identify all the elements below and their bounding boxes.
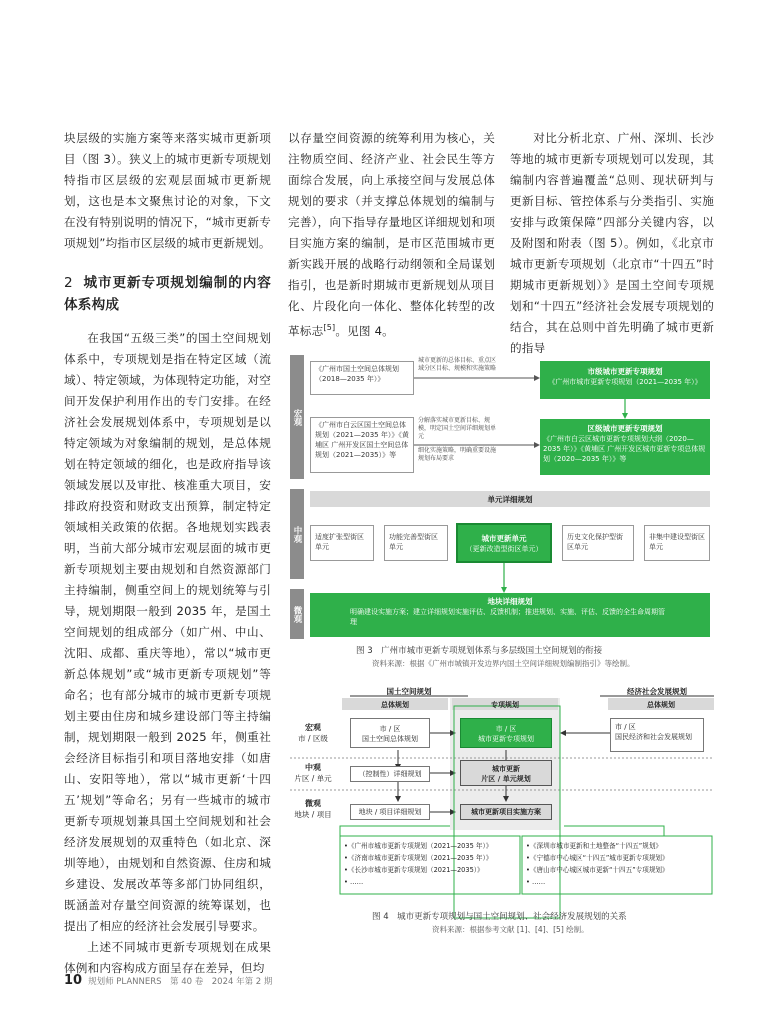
list-item: • …… xyxy=(344,878,364,886)
paragraph: 上述不同城市更新专项规划在成果体例和内容构成方面呈存在差异，但均 xyxy=(64,940,271,975)
row-label-micro: 微观 地块 / 项目 xyxy=(294,799,332,819)
paragraph: 在我国“五级三类”的国土空间规划体系中，专项规划是指在特定区域（流域）、特定领域，为体现特定功能，对空间开发保护利用作出的专门安排。在经济社会发展规划体系中，专项规划是以特定领域为对象编制的规划，是总体规划在特定领域的细化，也是政府指导该领域发展以及审批、核准重大项目，安排政府投资和财政支出预算，制定特定领域相关政策的依据。各地规划实践表明，当前大部分城市宏观层面的城市更新专项规划主要由规划和自然资源部门主持编制，侧重空间上的规划统筹与引导，规划期限一般到 2035 年，是国土空间规划的组成部分（如广州、中山、沈阳、成都、重庆等地），常以“城市更新总体规划”或“城市更新专项规划”等命名；也有部分城市的城市更新专项规划主要由住房和城乡建设部门等主持编制，规划期限一般到 2025 年，侧重社会经济目标指引和项目落地安排（如唐山、安阳等地），常以“城市更新‘十四五’规划”等命名；另有一些城市的城市更新专项规划兼具国土空间规划和社会经济发展规划的双重特色（如北京、深圳等地），由规划和自然资源、住房和城乡建设、发展改革等多部门协同组织，既涵盖对存量空间资源的统筹谋划，也提出了相应的经济社会发展引导要求。 xyxy=(64,331,271,933)
figure-4 xyxy=(290,686,714,930)
special-micro-box: 城市更新项目实施方案 xyxy=(460,804,552,820)
econ-macro-box: 市 / 区 国民经济和社会发展规划 xyxy=(610,718,704,752)
list-item: •《深圳市城市更新和土地整备“十四五”规划》 xyxy=(526,842,663,850)
note-text: 城市更新的总体目标、重点区域分区目标、规模和实施策略 xyxy=(418,357,497,372)
header-land-space: 国土空间规划 xyxy=(386,687,432,696)
figure-3 xyxy=(290,355,714,640)
example-list-left xyxy=(344,840,520,888)
journal-info: 规划师 PLANNERS 第 40 卷 2024 年第 2 期 xyxy=(88,977,273,987)
special-meso-box: 城市更新 片区 / 单元规划 xyxy=(460,760,552,786)
note-text: 细化实施策略，明确重要设施规划布局要求 xyxy=(418,447,497,462)
figure-4-source: 资料来源：根据参考文献 [1]、[4]、[5] 绘制。 xyxy=(432,925,589,934)
level-label-macro: 宏观 xyxy=(290,355,304,479)
land-micro-box: 地块 / 项目详细规划 xyxy=(350,804,430,820)
paragraph: 对比分析北京、广州、深圳、长沙等地的城市更新专项规划可以发现，其编制内容普遍覆盖“总则、现状研判与更新目标、管控体系与分类指引、实施安排与政策保障”四部分关键内容，以及附图和附表（图 5）。例如，《北京市城市更新专项规划（北京市“十四五”时期城市更新规划）》是国土空间专项规划和“十四五”经济社会发展专项规划的结合，其在总则中首先明确了城市更新的指导 xyxy=(510,131,714,355)
list-item: •《宁德市中心城区“十四五”城市更新专项规划》 xyxy=(526,854,669,862)
level-label-meso: 中观 xyxy=(290,489,304,579)
row-label-macro: 宏观 市 / 区级 xyxy=(298,723,328,743)
citation: [5] xyxy=(323,323,336,332)
figure-4-caption: 图 4 城市更新专项规划与国土空间规划、社会经济发展规划的关系 xyxy=(372,912,627,922)
note-text: 分解落实城市更新目标、规模，明定国土空间详细规划单元 xyxy=(418,417,497,440)
unit-box: 历史文化保护型街区单元 xyxy=(562,525,634,561)
list-item: •《长沙市城市更新专项规划（2021—2035）》 xyxy=(344,866,484,874)
text-column-2 xyxy=(288,128,495,342)
unit-box: 适度扩张型街区单元 xyxy=(310,525,374,561)
unit-box: 非集中建设型街区单元 xyxy=(644,525,710,561)
district-level-renewal-plan: 区级城市更新专项规划 《广州市白云区城市更新专项规划大纲（2020—2035 年）》《黄埔区 广州开发区城市更新专项总体规划（2020—2035 年）》等 xyxy=(540,419,710,475)
gz-master-plan-box: 《广州市国土空间总体规划（2018—2035 年）》 xyxy=(310,361,414,395)
plot-detailed-plan: 地块详细规划 明确建设实施方案；建立详细规划实施评估、反馈机制；推进规划、实施、评估、反馈的全生命周期管理 xyxy=(310,593,710,637)
text-column-1 xyxy=(64,128,271,979)
list-item: •《广州市城市更新专项规划（2021—2035 年）》 xyxy=(344,842,493,850)
city-level-renewal-plan: 市级城市更新专项规划 《广州市城市更新专项规划（2021—2035 年）》 xyxy=(540,361,710,399)
figure-3-source: 资料来源：根据《广州市城镇开发边界内国土空间详细规划编制指引》等绘制。 xyxy=(372,659,635,668)
renewal-unit-box: 城市更新单元 （更新改造型街区单元） xyxy=(456,523,552,563)
header-master-plan: 总体规划 xyxy=(381,701,409,709)
list-item: •《唐山市中心城区城市更新“十四五”专项规划》 xyxy=(526,866,669,874)
list-item: •《济南市城市更新专项规划（2021—2035 年）》 xyxy=(344,854,493,862)
down-arrow xyxy=(620,399,630,419)
level-label-micro: 微观 xyxy=(290,589,304,639)
row-label-meso: 中观 片区 / 单元 xyxy=(294,763,332,783)
section-title: 城市更新专项规划编制的内容体系构成 xyxy=(64,275,271,313)
paragraph: 块层级的实施方案等来落实城市更新项目（图 3）。狭义上的城市更新专项规划特指市区层级的宏观层面城市更新规划，这也是本文聚焦讨论的对象，下文在没有特别说明的情况下，“城市更新专项规划”均指市区层级的城市更新规划。 xyxy=(64,131,271,250)
header-econ-dev: 经济社会发展规划 xyxy=(627,687,687,696)
header-master-plan: 总体规划 xyxy=(647,701,675,709)
unit-plan-label: 单元详细规划 xyxy=(487,495,533,504)
paragraph: 以存量空间资源的统筹利用为核心，关注物质空间、经济产业、社会民生等方面综合发展，向上承接空间与发展总体规划的要求（并支撑总体规划的编制与完善），向下指导存量地区详细规划和项目实施方案的编制，是市区范围城市更新实践开展的战略行动纲领和全局谋划指引，也是新时期城市更新规划从项目化、片段化向一体化、整体化转型的改革标志[5]。见图 4。 xyxy=(288,131,495,338)
unit-box: 功能完善型街区单元 xyxy=(384,525,448,561)
page-footer xyxy=(64,973,272,988)
section-heading xyxy=(64,272,271,316)
down-arrow xyxy=(499,563,509,593)
list-item: • …… xyxy=(526,878,546,886)
land-macro-box: 市 / 区 国土空间总体规划 xyxy=(350,718,430,748)
land-meso-box: （控制性）详细规划 xyxy=(350,766,430,782)
header-special-plan: 专项规划 xyxy=(491,701,519,709)
section-number: 2 xyxy=(64,275,73,291)
figure-3-caption: 图 3 广州市城市更新专项规划体系与多层级国土空间规划的衔接 xyxy=(356,646,603,656)
district-master-plan-box: 《广州市白云区国土空间总体规划（2021—2035 年）》《黄埔区 广州开发区国土空间总体规划（2021—2035）》等 xyxy=(310,417,414,473)
text-column-3 xyxy=(510,128,714,359)
page-number: 10 xyxy=(64,973,83,988)
special-macro-box: 市 / 区 城市更新专项规划 xyxy=(460,718,552,748)
example-list-right xyxy=(526,840,712,888)
